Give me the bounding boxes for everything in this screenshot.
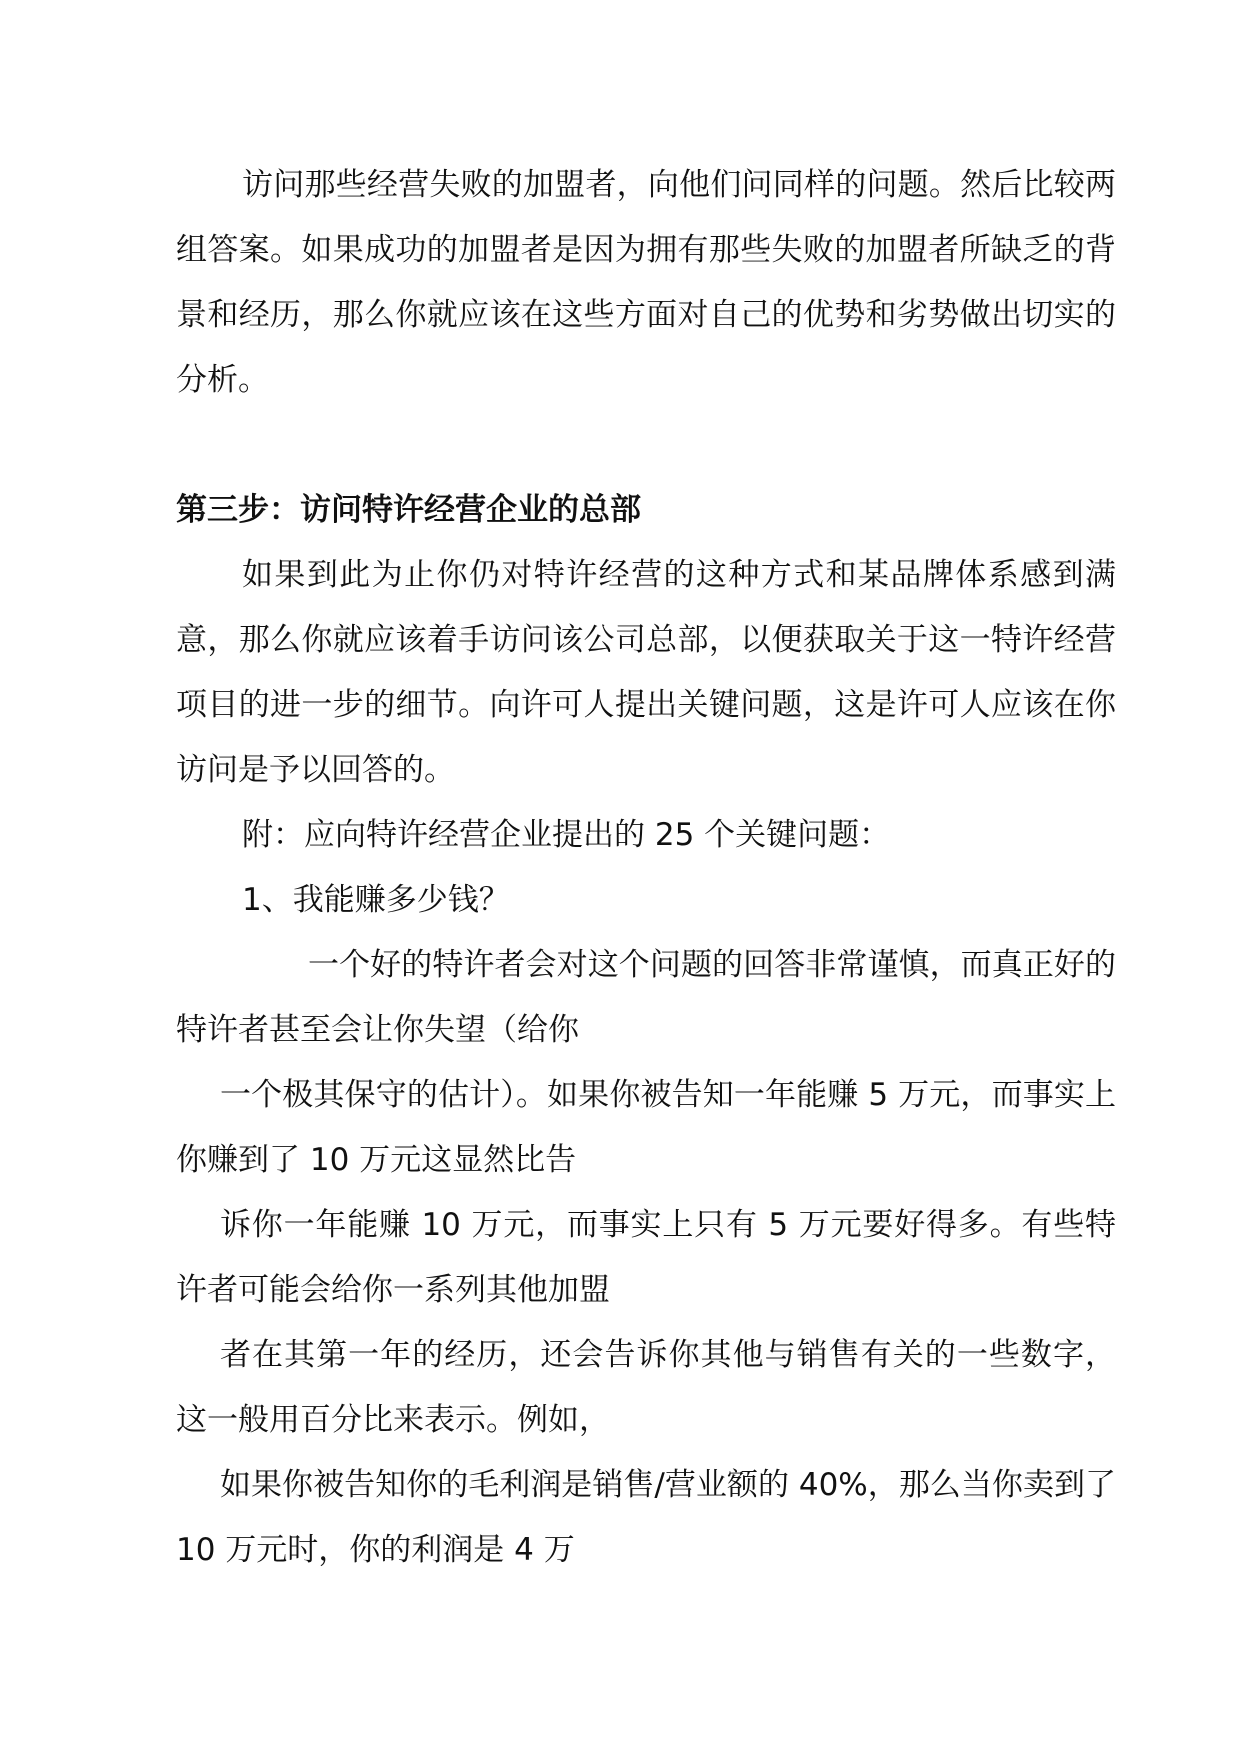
document-body <box>176 153 1116 1583</box>
answer-paragraph-5: 如果你被告知你的毛利润是销售/营业额的 40%，那么当你卖到了 10 万元时，你的利润是 4 万 <box>176 1467 1116 1568</box>
paragraph-visit-headquarters: 如果到此为止你仍对特许经营的这种方式和某品牌体系感到满意，那么你就应该着手访问该公司总部，以便获取关于这一特许经营项目的进一步的细节。向许可人提出关键问题，这是许可人应该在你访问是予以回答的。 <box>176 557 1116 788</box>
answer-paragraph-1: 一个好的特许者会对这个问题的回答非常谨慎，而真正好的特许者甚至会让你失望（给你 <box>176 947 1116 1048</box>
answer-paragraph-3: 诉你一年能赚 10 万元，而事实上只有 5 万元要好得多。有些特许者可能会给你一系列其他加盟 <box>176 1207 1116 1308</box>
section-heading-step-three: 第三步：访问特许经营企业的总部 <box>176 492 641 528</box>
paragraph-spacer <box>176 413 1116 478</box>
appendix-intro: 附：应向特许经营企业提出的 25 个关键问题： <box>242 817 891 853</box>
question-1: 1、我能赚多少钱？ <box>242 882 510 918</box>
paragraph-failed-franchisees: 访问那些经营失败的加盟者，向他们问同样的问题。然后比较两组答案。如果成功的加盟者是因为拥有那些失败的加盟者所缺乏的背景和经历，那么你就应该在这些方面对自己的优势和劣势做出切实的分析。 <box>176 167 1116 398</box>
answer-paragraph-2: 一个极其保守的估计）。如果你被告知一年能赚 5 万元，而事实上你赚到了 10 万元这显然比告 <box>176 1077 1116 1178</box>
answer-paragraph-4: 者在其第一年的经历，还会告诉你其他与销售有关的一些数字，这一般用百分比来表示。例如， <box>176 1337 1116 1438</box>
